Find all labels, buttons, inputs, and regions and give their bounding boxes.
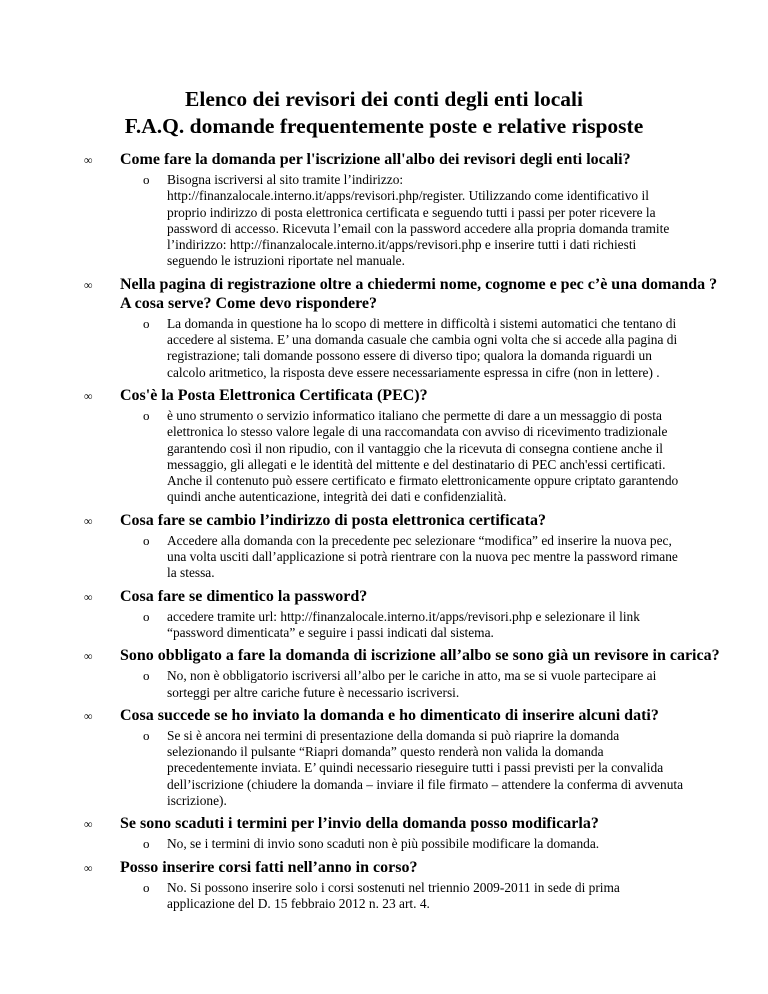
infinity-bullet-icon: ∞ xyxy=(84,277,93,292)
circle-bullet-icon: o xyxy=(143,727,150,743)
document-title xyxy=(0,86,768,140)
faq-question xyxy=(84,386,720,405)
circle-bullet-icon: o xyxy=(143,668,150,684)
faq-question xyxy=(84,646,720,665)
faq-answer-text: No. Si possono inserire solo i corsi sostenuti nel triennio 2009-2011 in sede di prima applicazione del D. 15 febbraio 2012 n. 23 art. 4. xyxy=(167,879,620,911)
title-line-1: Elenco dei revisori dei conti degli enti locali xyxy=(185,87,583,111)
faq-item xyxy=(0,814,768,852)
faq-question-text: Se sono scaduti i termini per l’invio della domanda posso modificarla? xyxy=(120,815,599,833)
faq-answer xyxy=(143,315,687,381)
infinity-bullet-icon: ∞ xyxy=(84,860,93,875)
faq-answer xyxy=(143,532,687,582)
faq-item xyxy=(0,587,768,642)
faq-question xyxy=(84,511,720,530)
infinity-bullet-icon: ∞ xyxy=(84,649,93,664)
faq-item xyxy=(0,275,768,381)
faq-answer-text: No, non è obbligatorio iscriversi all’albo per le cariche in atto, ma se si vuole partecipare ai sorteggi per altre cariche future è necessario iscriversi. xyxy=(167,668,657,700)
infinity-bullet-icon: ∞ xyxy=(84,513,93,528)
faq-item xyxy=(0,150,768,270)
faq-question-text: Come fare la domanda per l'iscrizione all'albo dei revisori degli enti locali? xyxy=(120,151,631,168)
faq-answer-text: No, se i termini di invio sono scaduti non è più possibile modificare la domanda. xyxy=(167,836,600,852)
faq-answer xyxy=(143,172,687,270)
faq-list xyxy=(0,150,768,917)
faq-question-text: Posso inserire corsi fatti nell’anno in corso? xyxy=(120,858,418,876)
infinity-bullet-icon: ∞ xyxy=(84,388,93,403)
faq-question-text: Cosa succede se ho inviato la domanda e ho dimenticato di inserire alcuni dati? xyxy=(120,706,659,724)
faq-question-text: Sono obbligato a fare la domanda di iscrizione all’albo se sono già un revisore in carica? xyxy=(120,647,720,665)
title-line-2: F.A.Q. domande frequentemente poste e relative risposte xyxy=(124,114,644,138)
faq-question xyxy=(84,858,720,877)
faq-question-text: Cosa fare se dimentico la password? xyxy=(120,587,368,605)
circle-bullet-icon: o xyxy=(143,172,150,187)
circle-bullet-icon: o xyxy=(143,836,150,852)
circle-bullet-icon: o xyxy=(143,608,150,624)
faq-answer xyxy=(143,879,687,913)
faq-item xyxy=(0,706,768,809)
faq-question xyxy=(84,150,720,169)
circle-bullet-icon: o xyxy=(143,407,150,423)
infinity-bullet-icon: ∞ xyxy=(84,589,93,604)
faq-item xyxy=(0,858,768,913)
faq-answer xyxy=(143,608,687,642)
faq-item xyxy=(0,511,768,582)
faq-answer-text: Accedere alla domanda con la precedente pec selezionare “modifica” ed inserire la nuova pec, una volta usciti dall’applicazione si potrà rientrare con la nuova pec mentre la password rimane la stessa. xyxy=(167,532,678,581)
circle-bullet-icon: o xyxy=(143,315,150,331)
faq-question xyxy=(84,275,720,313)
faq-answer xyxy=(143,727,687,809)
faq-answer-text: accedere tramite url: http://finanzalocale.interno.it/apps/revisori.php e selezionare il link “password dimenticata” e seguire i passi indicati dal sistema. xyxy=(167,608,640,640)
faq-question xyxy=(84,814,720,833)
faq-question xyxy=(84,706,720,725)
infinity-bullet-icon: ∞ xyxy=(84,153,93,167)
infinity-bullet-icon: ∞ xyxy=(84,817,93,832)
circle-bullet-icon: o xyxy=(143,532,150,548)
faq-question-text: Nella pagina di registrazione oltre a chiedermi nome, cognome e pec c’è una domanda ? A cosa serve? Come devo rispondere? xyxy=(120,275,718,312)
faq-answer xyxy=(143,407,687,506)
faq-question-text: Cosa fare se cambio l’indirizzo di posta elettronica certificata? xyxy=(120,511,546,529)
faq-question-text: Cos'è la Posta Elettronica Certificata (PEC)? xyxy=(120,386,428,404)
circle-bullet-icon: o xyxy=(143,879,150,895)
faq-answer-text: è uno strumento o servizio informatico italiano che permette di dare a un messaggio di posta elettronica lo stesso valore legale di una raccomandata con avviso di ricevimento tradizionale garantendo così il non ripudio, con il vantaggio che la ricevuta di consegna contiene anche il messaggio, gli allegati e le identità del mittente e del destinatario di PEC anch'essi certificati. Anche il contenuto può essere certificato e firmato elettronicamente oppure criptato garantendo quindi anche autenticazione, integrità dei dati e confidenzialità. xyxy=(167,407,679,505)
infinity-bullet-icon: ∞ xyxy=(84,708,93,723)
faq-answer-text: Se si è ancora nei termini di presentazione della domanda si può riaprire la domanda selezionando il pulsante “Riapri domanda” questo renderà non valida la domanda precedentemente inviata. E’ quindi necessario rieseguire tutti i passi previsti per la convalida dell’iscrizione (chiudere la domanda – inviare il file firmato – attendere la conferma di avvenuta iscrizione). xyxy=(167,727,684,809)
faq-answer-text: La domanda in questione ha lo scopo di mettere in difficoltà i sistemi automatici che tentano di accedere al sistema. E’ una domanda casuale che cambia ogni volta che si accede alla pagina di registrazione; tali domande possono essere di diverso tipo; qualora la domanda riguardi un calcolo aritmetico, la risposta deve essere necessariamente espressa in cifre (non in lettere) . xyxy=(167,315,678,380)
faq-item xyxy=(0,386,768,506)
faq-question xyxy=(84,587,720,606)
faq-answer xyxy=(143,836,687,852)
faq-answer-text: Bisogna iscriversi al sito tramite l’indirizzo: http://finanzalocale.interno.it/apps/revisori.php/register. Utilizzando come identificativo il proprio indirizzo di posta elettronica certificata e seguendo tutti i passi per poter ricevere la password di accesso. Ricevuta l’email con la password accedere alla propria domanda tramite l’indirizzo: http://finanzalocale.interno.it/apps/revisori.php e inserire tutti i dati richiesti seguendo le istruzioni riportate nel manuale. xyxy=(167,172,670,269)
faq-answer xyxy=(143,668,687,701)
faq-item xyxy=(0,646,768,701)
